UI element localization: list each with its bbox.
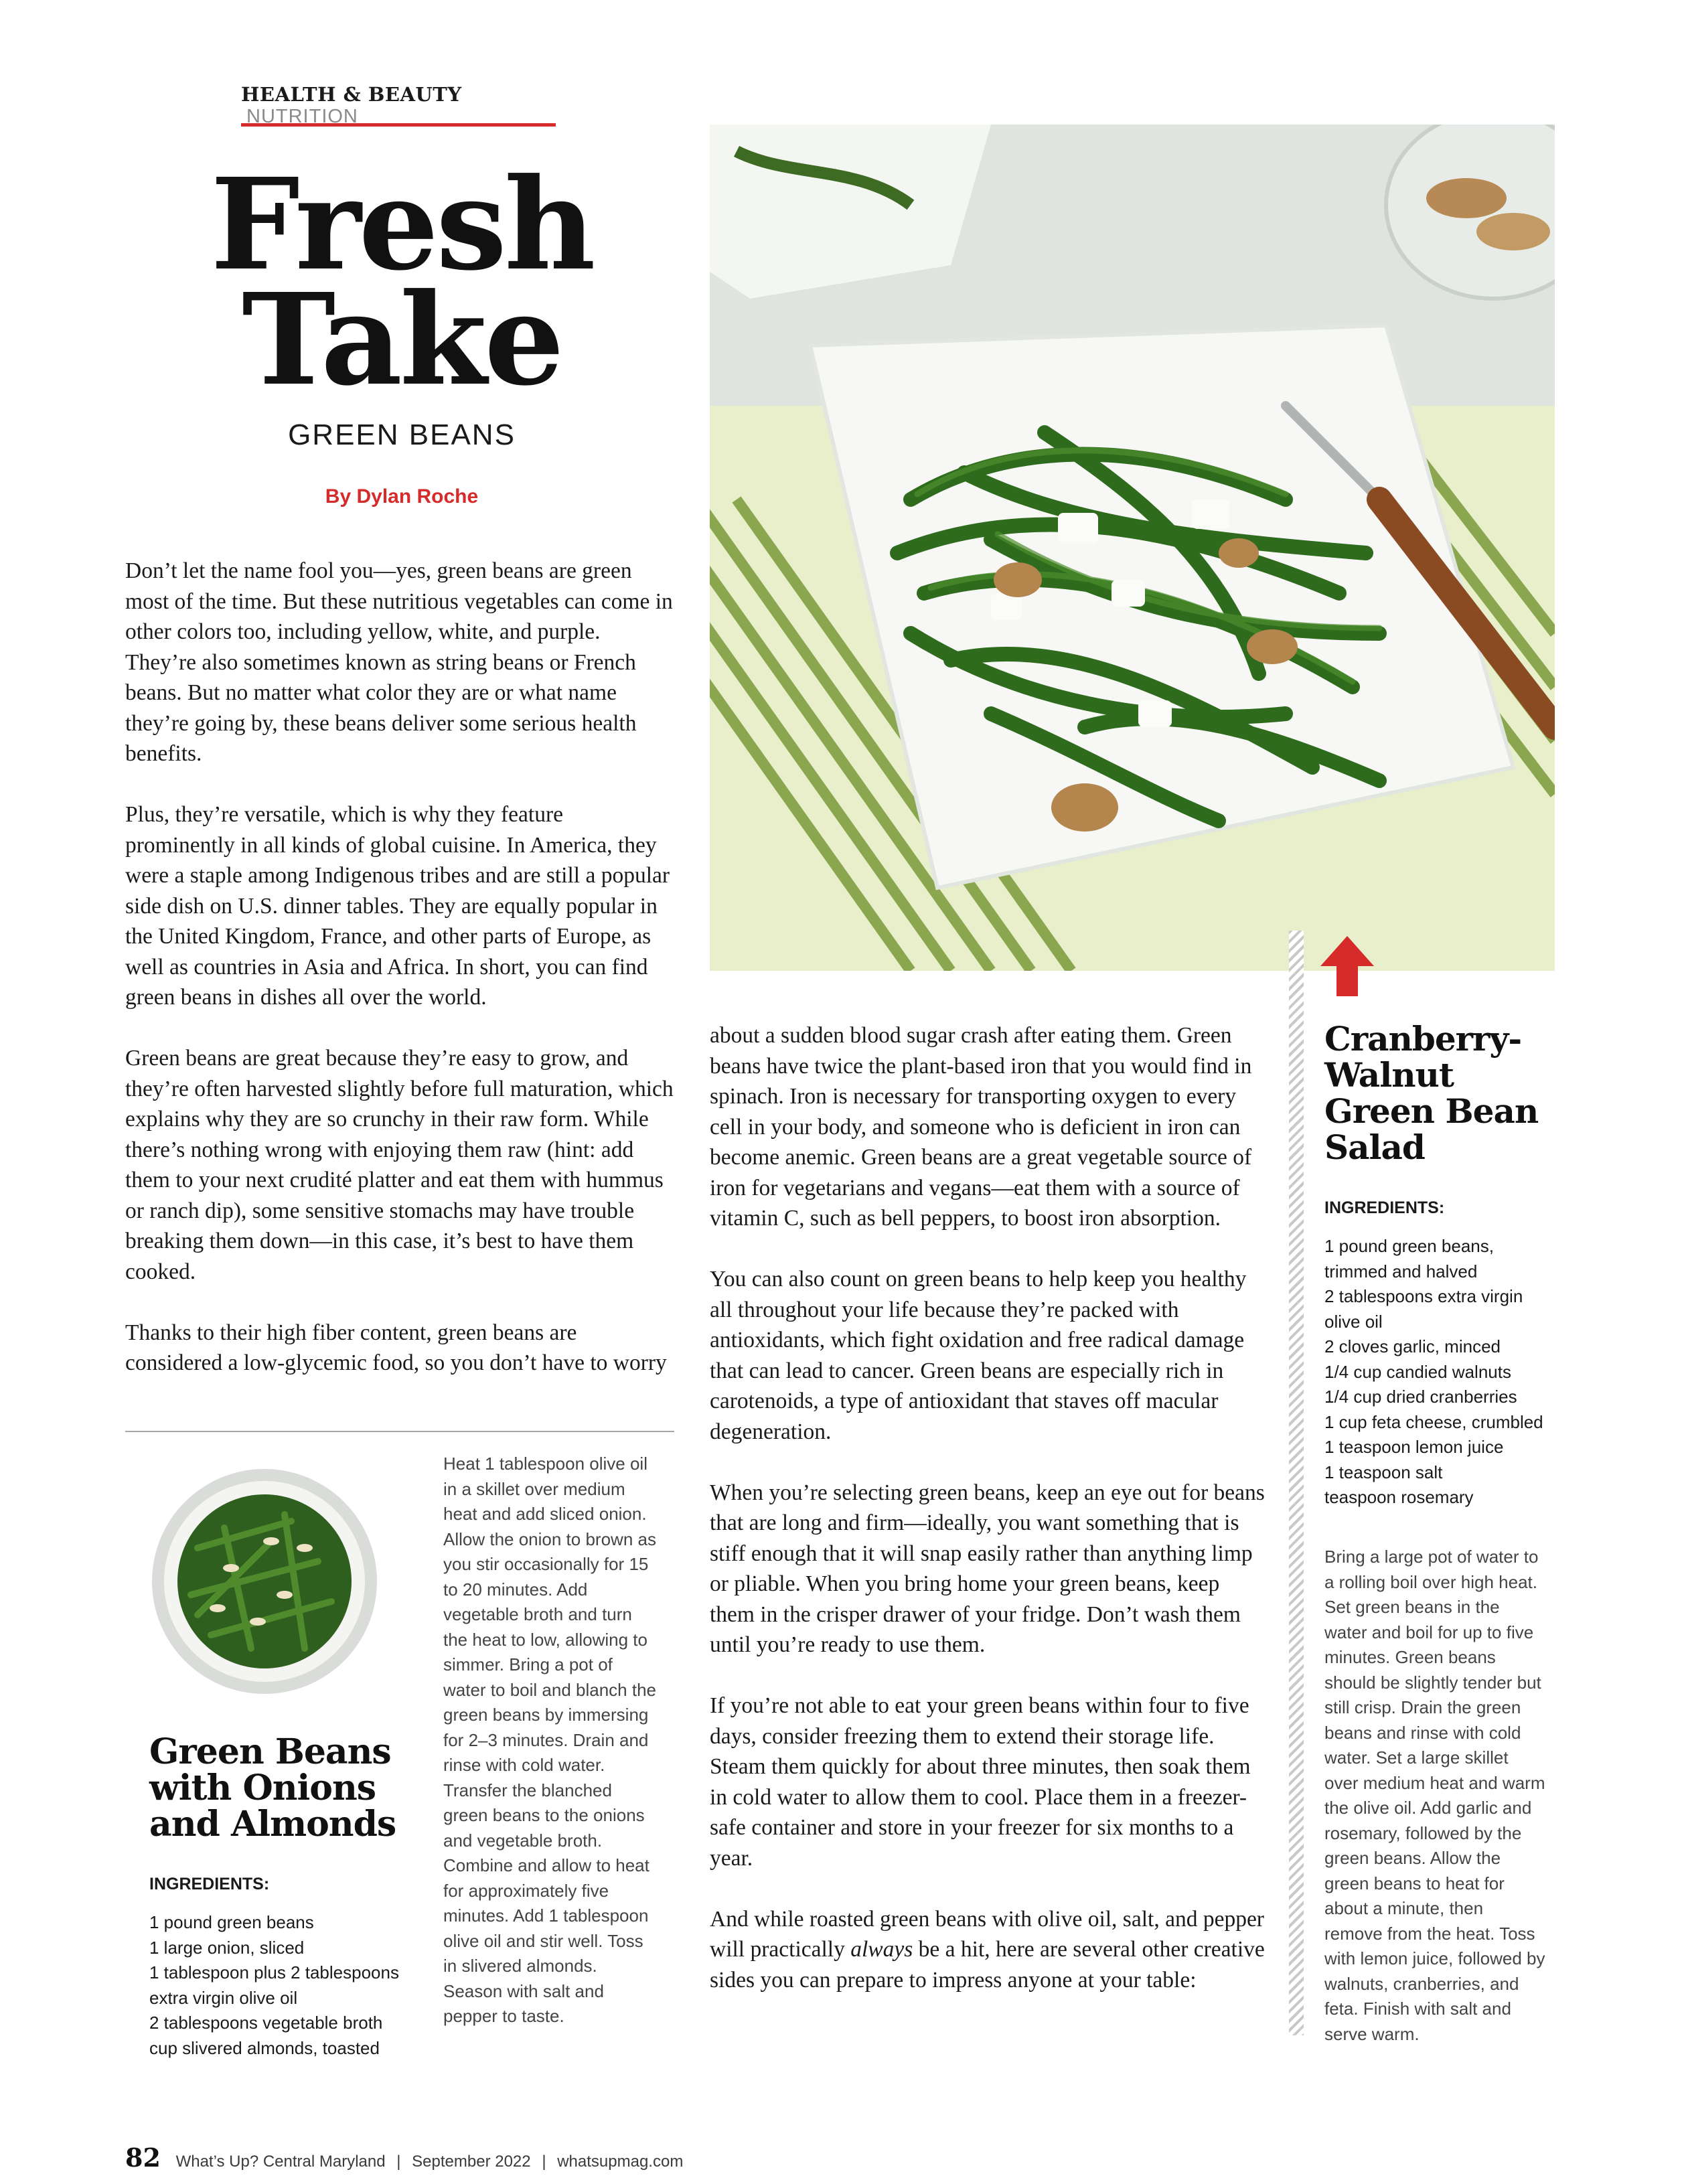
page-number: 82 [125,2142,161,2173]
ingredient-item: 1 cup feta cheese, crumbled [1324,1411,1543,1432]
ingredient-item: 2 tablespoons extra virgin olive oil [1324,1286,1523,1332]
page-footer [125,2142,683,2173]
ingredient-item: 1 large onion, sliced [149,1937,305,1958]
recipe-2-ingredients [149,1910,417,2061]
ingredient-item: 1 teaspoon salt [1324,1462,1443,1482]
ingredient-item: 2 cloves garlic, minced [1324,1336,1501,1356]
article-column-1 [125,556,674,1409]
recipe-1-ingredients-label: INGREDIENTS: [1324,1198,1445,1217]
emphasis-text: always [850,1937,913,1962]
paragraph: When you’re selecting green beans, keep an eye out for beans that are long and firm—ideally, you want something that is stiff enough that it will snap easily rather than anything limp or pliable. When you bring home your green beans, keep them in the crisper drawer of your fridge. Don’t wash them until you’re ready to use them. [710,1480,1265,1657]
recipe-2-ingredients-label: INGREDIENTS: [149,1875,270,1893]
paragraph: If you’re not able to eat your green beans within four to five days, consider freezing them to extend their storage life. Steam them quickly for about three minutes, then soak them in cold water to allow them to cool. Place them in a freezer-safe container and store in your freezer for six months to a year. [710,1693,1251,1871]
article-subtitle: GREEN BEANS [288,418,516,451]
paragraph-text: And while roasted green beans with olive oil, salt, and pepper will practically [710,1906,1264,1962]
paragraph: about a sudden blood sugar crash after eating them. Green beans have twice the plant-based iron that you would find in spinach. Iron is necessary for transporting oxygen to every cell in your body, and someone who is deficient in iron can become anemic. Green beans are a great vegetable source of iron for vegetarians and vegans—eat them with a source of vitamin C, such as bell peppers, to boost iron absorption. [710,1023,1252,1231]
green-bean-salad-photo [710,125,1555,971]
issue-date: September 2022 [412,2153,531,2171]
ingredient-item: 1 teaspoon lemon juice [1324,1437,1504,1457]
ingredient-item: 1 pound green beans, trimmed and halved [1324,1236,1494,1281]
recipe-2-directions: Heat 1 tablespoon olive oil in a skillet over medium heat and add sliced onion. Allow the onion to brown as you stir occasionally for 15 to 20 minutes. Add vegetable broth and turn the heat to low, allowing to simmer. Bring a pot of water to boil and blanch the green beans by immersing for 2–3 minutes. Drain and rinse with cold water. Transfer the blanched green beans to the onions and vegetable broth. Combine and allow to heat for approximately five minutes. Add 1 tablespoon olive oil and stir well. Toss in slivered almonds. Season with salt and pepper to taste. [443,1454,656,2026]
paragraph: Don’t let the name fool you—yes, green beans are green most of the time. But these nutritious vegetables can come in other colors too, including yellow, white, and purple. They’re also sometimes known as string beans or French beans. But no matter what color they are or what name they’re going by, these beans deliver some serious health benefits. [125,558,673,766]
arrow-up-icon [1320,936,1374,999]
subsection-label: NUTRITION [246,106,358,127]
paragraph: Green beans are great because they’re easy to grow, and they’re often harvested slightly before full maturation, which explains why they are so crunchy in their raw form. While there’s nothing wrong with enjoying them raw (hint: add them to your next crudité platter and eat them with hummus or ranch dip), some sensitive stomachs may have trouble breaking them down—in this case, it’s best to have them cooked. [125,1046,674,1284]
ingredient-item: 1 tablespoon plus 2 tablespoons extra virgin olive oil [149,1962,399,2008]
section-divider [125,1431,674,1432]
green-beans-almonds-bowl-photo [151,1468,378,1695]
magazine-name: What’s Up? Central Maryland [175,2153,386,2171]
footer-separator: | [396,2153,401,2171]
paragraph-text: be a hit, here are several other creative sides you can prepare to impress anyone at your table: [710,1937,1265,1993]
recipe-1-ingredients [1324,1234,1552,1510]
article-title [201,151,603,414]
article-column-2 [710,1020,1266,2026]
section-kicker [241,83,556,127]
paragraph: Thanks to their high fiber content, green beans are considered a low-glycemic food, so you don’t have to worry [125,1320,667,1375]
recipe-2-title: Green Beans with Onions and Almonds [149,1731,396,1845]
byline: By Dylan Roche [325,485,479,508]
ingredient-item: cup slivered almonds, toasted [149,2037,380,2058]
title-line-1: Fresh [210,151,593,299]
paragraph: Plus, they’re versatile, which is why they feature prominently in all kinds of global cuisine. In America, they were a staple among Indigenous tribes and are still a popular side dish on U.S. dinner tables. They are equally popular in the United Kingdom, France, and other parts of Europe, as well as countries in Asia and Africa. In short, you can find green beans in dishes all over the world. [125,802,670,1010]
ingredient-item: 2 tablespoons vegetable broth [149,2013,383,2033]
section-label: HEALTH & BEAUTY [241,83,462,106]
title-line-2: Take [242,266,562,414]
ingredient-item: 1 pound green beans [149,1912,314,1932]
ingredient-item: 1/4 cup dried cranberries [1324,1387,1517,1407]
website-link[interactable]: whatsupmag.com [557,2153,684,2171]
paragraph: You can also count on green beans to help keep you healthy all throughout your life because they’re packed with antioxidants, which fight oxidation and free radical damage that can lead to cancer. Green beans are especially rich in carotenoids, a type of antioxidant that staves off macular degeneration. [710,1267,1247,1444]
recipe-1-directions: Bring a large pot of water to a rolling boil over high heat. Set green beans in the water and boil for up to five minutes. Green beans should be slightly tender but still crisp. Drain the green beans and rinse with cold water. Set a large skillet over medium heat and warm the olive oil. Add garlic and rosemary, followed by the green beans. Allow the green beans to heat for about a minute, then remove from the heat. Toss with lemon juice, followed by walnuts, cranberries, and feta. Finish with salt and serve warm. [1324,1547,1545,2044]
ingredient-item: 1/4 cup candied walnuts [1324,1361,1511,1382]
footer-separator: | [542,2153,546,2171]
sidebar-stripe-divider [1289,931,1304,2035]
ingredient-item: teaspoon rosemary [1324,1487,1474,1507]
paragraph [710,1904,1266,1996]
recipe-1-title: Cranberry-Walnut Green Bean Salad [1324,1019,1539,1167]
